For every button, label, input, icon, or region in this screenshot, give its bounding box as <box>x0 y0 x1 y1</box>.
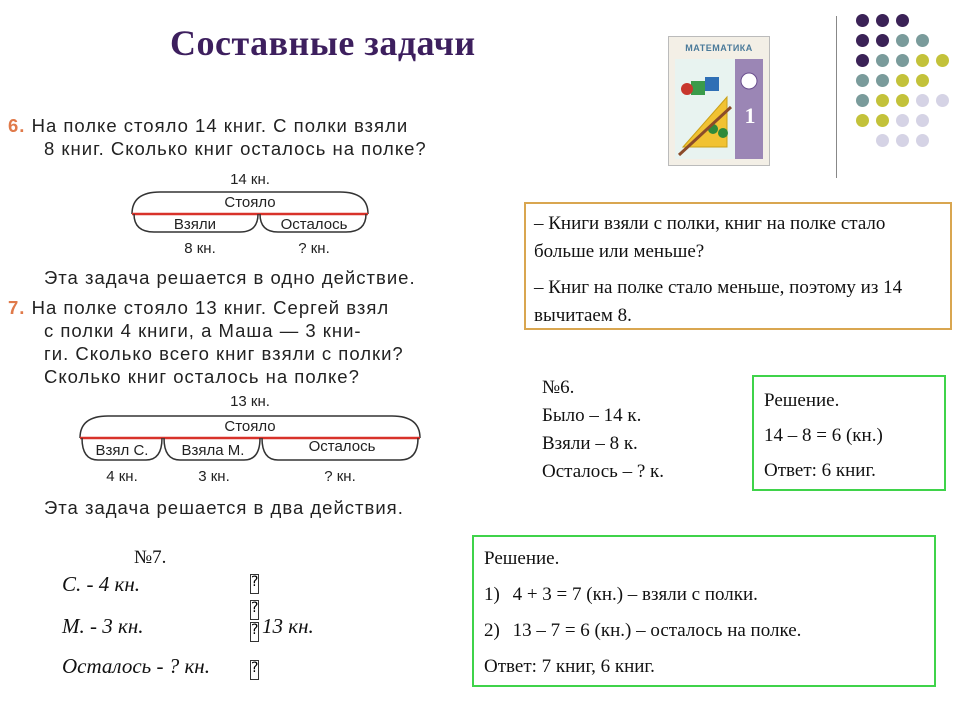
problem-6-note: Эта задача решается в одно действие. <box>44 267 416 288</box>
dot <box>856 94 869 107</box>
problem-7-note: Эта задача решается в два действия. <box>44 497 404 518</box>
dot <box>896 74 909 87</box>
condition-7-heading: №7. <box>134 547 167 568</box>
condition-heading: №6. <box>542 377 575 398</box>
textbook-cover <box>668 36 770 166</box>
problem-6-line: На полке стояло 14 книг. С полки взяли <box>31 115 409 136</box>
divider-line <box>836 16 837 178</box>
diagram-whole-label: Стояло <box>224 418 276 435</box>
problem-7-line: ги. Сколько всего книг взяли с полки? <box>44 343 404 364</box>
diagram-total-label: 13 кн. <box>230 393 270 410</box>
dot <box>896 54 909 67</box>
dot <box>856 54 869 67</box>
solution-heading: Решение. <box>484 548 560 569</box>
dot <box>856 34 869 47</box>
row-value: 4 кн. <box>98 572 141 596</box>
dot <box>896 114 909 127</box>
condition-6 <box>542 374 742 486</box>
problem-6-text <box>8 114 518 160</box>
dialog-box <box>524 202 952 330</box>
row-dash: - <box>156 654 164 678</box>
dot <box>916 114 929 127</box>
condition-7-row <box>62 614 144 639</box>
solution-answer: Ответ: 6 книг. <box>764 460 876 481</box>
dot <box>916 74 929 87</box>
condition-line: Осталось – ? к. <box>542 461 665 482</box>
dot <box>876 134 889 147</box>
decorative-dot-grid <box>850 14 950 154</box>
textbook-illustration <box>669 37 769 165</box>
row-value: 3 кн. <box>102 614 144 638</box>
problem-7-line: с полки 4 книги, а Маша — 3 кни- <box>44 320 362 341</box>
row-label: М. <box>62 614 85 638</box>
diagram-total-label: 14 кн. <box>230 171 270 188</box>
step-text: 13 – 7 = 6 (кн.) – осталось на полке. <box>512 620 802 641</box>
dot <box>896 94 909 107</box>
dot <box>936 54 949 67</box>
dialog-question: – Книги взяли с полки, книг на полке стало больше или меньше? <box>534 213 886 262</box>
row-dash: - <box>90 614 97 638</box>
solution-step <box>484 577 924 613</box>
dot <box>876 54 889 67</box>
problem-7-text <box>8 296 518 388</box>
diagram-part-value: ? кн. <box>324 468 356 485</box>
problem-7-diagram <box>78 390 423 490</box>
step-number: 2) <box>484 620 500 641</box>
dot <box>916 34 929 47</box>
solution-6-box <box>752 375 946 491</box>
solution-7-box <box>472 535 936 687</box>
problem-7-line: На полке стояло 13 книг. Сергей взял <box>31 297 390 318</box>
dot <box>876 34 889 47</box>
row-label: С. <box>62 572 82 596</box>
diagram-whole-label: Стояло <box>224 194 276 211</box>
solution-heading: Решение. <box>764 390 840 411</box>
condition-7-row <box>62 572 140 597</box>
diagram-part-label: Осталось <box>308 438 376 455</box>
diagram-part-label: Осталось <box>280 216 348 233</box>
dot <box>856 74 869 87</box>
step-text: 4 + 3 = 7 (кн.) – взяли с полки. <box>512 584 758 605</box>
solution-step <box>484 613 924 649</box>
dot <box>876 14 889 27</box>
diagram-part-label: Взяли <box>173 216 217 233</box>
textbook-title: МАТЕМАТИКА <box>685 43 753 53</box>
solution-answer: Ответ: 7 книг, 6 книг. <box>484 656 655 677</box>
problem-6-diagram <box>130 168 370 260</box>
step-number: 1) <box>484 584 500 605</box>
dot <box>916 54 929 67</box>
problem-6-number: 6. <box>8 115 26 136</box>
condition-line: Было – 14 к. <box>542 405 642 426</box>
solution-expression: 14 – 8 = 6 (кн.) <box>764 425 883 446</box>
diagram-part-value: 8 кн. <box>184 240 216 257</box>
dot <box>876 114 889 127</box>
dot <box>916 94 929 107</box>
dot <box>876 74 889 87</box>
row-label: Осталось <box>62 654 152 678</box>
bracket-glyph: ? <box>250 600 259 620</box>
dot <box>896 134 909 147</box>
dot <box>896 34 909 47</box>
textbook-grade: 1 <box>744 103 756 128</box>
dot <box>916 134 929 147</box>
dialog-answer: – Книг на полке стало меньше, поэтому из 14 вычитаем 8. <box>534 277 903 326</box>
dot <box>896 14 909 27</box>
problem-7-number: 7. <box>8 297 26 318</box>
problem-7-line: Сколько книг осталось на полке? <box>44 366 360 387</box>
dot <box>856 114 869 127</box>
dot <box>936 94 949 107</box>
dot <box>856 14 869 27</box>
diagram-part-value: 4 кн. <box>106 468 138 485</box>
dot <box>876 94 889 107</box>
problem-6-line: 8 книг. Сколько книг осталось на полке? <box>44 138 427 159</box>
bracket-glyph: ? <box>250 622 259 642</box>
row-dash: - <box>86 572 94 596</box>
condition-7-row <box>62 654 210 679</box>
diagram-part-label: Взял С. <box>95 442 149 459</box>
diagram-part-value: ? кн. <box>298 240 330 257</box>
condition-line: Взяли – 8 к. <box>542 433 638 454</box>
row-value: ? кн. <box>168 654 210 678</box>
diagram-part-value: 3 кн. <box>198 468 230 485</box>
bracket-glyph: ? <box>250 574 259 594</box>
page-title: Составные задачи <box>170 23 476 63</box>
bracket-glyph: ? <box>250 660 259 680</box>
condition-7-total: 13 кн. <box>262 614 314 638</box>
diagram-part-label: Взяла М. <box>181 442 245 459</box>
